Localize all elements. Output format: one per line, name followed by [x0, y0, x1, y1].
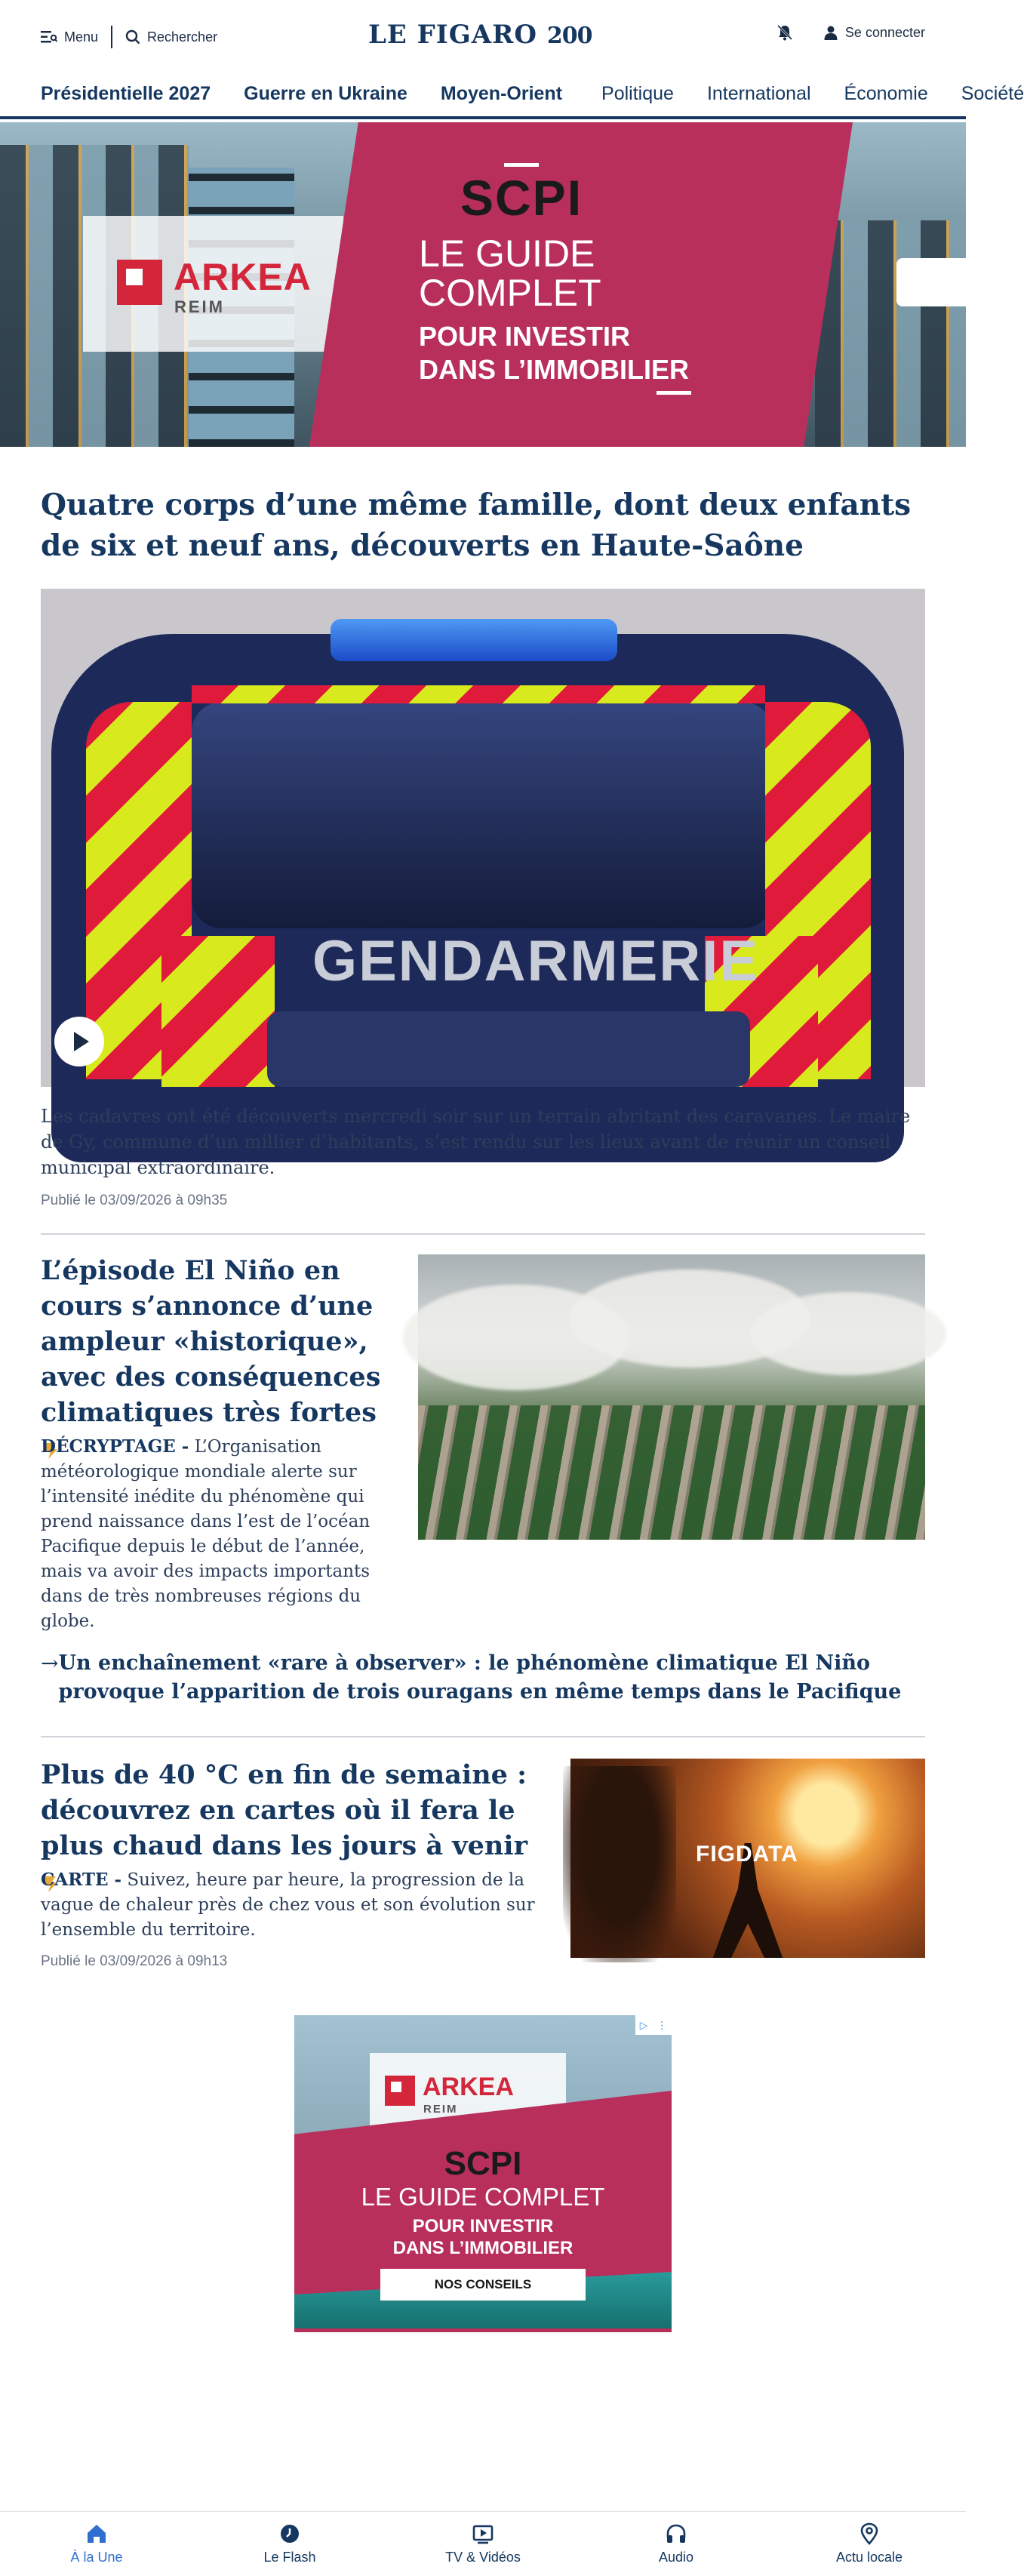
article-image[interactable] — [418, 1254, 925, 1540]
adchoices-icon[interactable] — [635, 2015, 672, 2035]
top-bar-left — [41, 26, 217, 48]
car-bumper — [267, 1011, 750, 1087]
article-title[interactable]: Quatre corps d’une même famille, dont deux enfants de six et neuf ans, découverts en Haute-Saône — [41, 488, 912, 563]
tab-actu-locale[interactable] — [773, 2512, 966, 2576]
arkea-logo-icon — [385, 2076, 415, 2106]
separator — [111, 26, 112, 48]
ad-line: DANS L’IMMOBILIER — [392, 2238, 574, 2258]
tab-le-flash[interactable] — [193, 2512, 386, 2576]
home-icon — [85, 2522, 108, 2545]
tab-label: Actu locale — [835, 2550, 903, 2565]
tab-label: À la Une — [70, 2550, 123, 2565]
top-bar-right — [776, 24, 925, 41]
article-title-text: Plus de 40 °C en fin de semaine : découvrez en cartes où il fera le plus chaud dans les jours à venir — [41, 1759, 528, 1861]
nav-item-politique[interactable]: Politique — [601, 82, 674, 104]
related-article-link[interactable] — [41, 1649, 925, 1707]
related-article-title: Un enchaînement «rare à observer» : le phénomène climatique El Niño provoque l’apparition de trois ouragans en même temps dans le Pacifique — [58, 1651, 902, 1703]
ad-invest-text — [419, 320, 751, 386]
login-button[interactable] — [823, 25, 925, 41]
ad-headline: SCPI — [460, 170, 583, 226]
logo-text: LE FIGARO — [368, 20, 537, 50]
article-image[interactable] — [570, 1759, 925, 1958]
login-label: Se connecter — [844, 24, 925, 40]
nav-item-societe[interactable]: Société — [961, 82, 1024, 104]
logo-number: 200 — [546, 23, 592, 49]
ad-dash — [504, 163, 539, 167]
article-description — [41, 1867, 561, 1943]
ad-line: DANS L’IMMOBILIER — [419, 354, 689, 385]
menu-label: Menu — [64, 29, 99, 45]
bottom-tab-bar — [0, 2511, 966, 2576]
ad-dash — [657, 391, 691, 395]
article-description — [41, 1434, 401, 1634]
ad-line: POUR INVESTIR — [419, 321, 631, 352]
car-stripe — [192, 685, 765, 703]
info-icon: ⋮ — [657, 2018, 668, 2031]
play-video-button[interactable] — [54, 1017, 104, 1066]
tab-a-la-une[interactable] — [0, 2512, 193, 2576]
ad-brand: ARKEA — [423, 2073, 514, 2101]
article-description-text: Suivez, heure par heure, la progression de la vague de chaleur près de chez vous et son évolution sur l’ensemble du territoire. — [41, 1870, 535, 1940]
ad-brand-sub: REIM — [423, 2103, 458, 2116]
nav-item-moyen-orient[interactable]: Moyen-Orient — [440, 82, 563, 104]
tab-label: Audio — [658, 2550, 694, 2565]
ad-line: POUR INVESTIR — [412, 2216, 554, 2236]
ad-cta-button[interactable]: NOS CONSEILS — [380, 2269, 586, 2301]
ad-brand: ARKEA — [174, 256, 312, 298]
nav-item-ukraine[interactable]: Guerre en Ukraine — [244, 82, 407, 104]
ad-line: COMPLET — [419, 272, 601, 314]
ad-brand-box — [83, 216, 343, 352]
section-nav — [0, 71, 1024, 119]
siren-light — [331, 619, 617, 661]
arrow-right-icon: → — [41, 1651, 59, 1676]
tab-label: TV & Vidéos — [445, 2550, 521, 2565]
notification-off-icon[interactable] — [776, 24, 793, 41]
search-label: Rechercher — [147, 29, 218, 45]
nav-item-economie[interactable]: Économie — [844, 82, 928, 104]
square-ad[interactable] — [294, 2015, 672, 2328]
article-kicker: DÉCRYPTAGE - — [41, 1436, 189, 1457]
search-icon — [125, 29, 140, 45]
tab-tv-videos[interactable] — [386, 2512, 580, 2576]
car-stripe — [161, 936, 275, 1087]
figdata-label: FIGDATA — [696, 1842, 798, 1867]
publish-date: Publié le 03/09/2026 à 09h13 — [41, 1953, 228, 1969]
search-button[interactable] — [125, 29, 217, 45]
video-icon — [472, 2522, 494, 2545]
menu-button[interactable] — [41, 29, 98, 45]
arkea-logo-icon — [117, 260, 162, 305]
building-photo — [815, 220, 966, 447]
site-logo[interactable] — [368, 20, 592, 50]
article-video-image[interactable] — [41, 589, 925, 1087]
tab-audio[interactable] — [580, 2512, 773, 2576]
divider — [41, 1233, 925, 1235]
top-bar — [0, 0, 966, 71]
divider — [41, 1736, 925, 1737]
nav-item-presidentielle[interactable]: Présidentielle 2027 — [41, 82, 211, 104]
tab-label: Le Flash — [263, 2550, 316, 2565]
ad-guide-text — [419, 234, 690, 312]
ad-brand-sub: REIM — [174, 297, 225, 316]
headphones-icon — [665, 2522, 687, 2545]
ad-headline: SCPI — [444, 2145, 522, 2182]
publish-date: Publié le 03/09/2026 à 09h35 — [41, 1193, 228, 1208]
location-pin-icon — [858, 2522, 881, 2545]
ad-side-tab[interactable] — [896, 258, 966, 306]
tree-silhouette — [563, 1766, 676, 1962]
user-icon — [823, 25, 838, 40]
play-triangle-icon: ▷ — [639, 2018, 648, 2031]
car-window — [192, 702, 773, 928]
article-description-text: L’Organisation météorologique mondiale alerte sur l’intensité inédite du phénomène qui prend naissance dans l’est de l’océan Pacifique depuis le début de l’année, mais va avoir des impacts importants dans de très nombreuses régions du globe. — [41, 1437, 371, 1631]
nav-item-international[interactable]: International — [706, 82, 811, 104]
houses-photo — [418, 1405, 925, 1540]
smoke-cloud — [750, 1292, 946, 1375]
ad-line: LE GUIDE COMPLET — [361, 2183, 605, 2211]
menu-icon — [41, 30, 57, 44]
clock-icon — [278, 2522, 301, 2545]
ad-invest-text — [294, 2215, 672, 2259]
article-title-text: L’épisode El Niño en cours s’annonce d’une ampleur «historique», avec des conséquences climatiques très fortes — [41, 1255, 381, 1428]
banner-ad[interactable] — [0, 122, 966, 447]
article-description: Les cadavres ont été découverts mercredi soir sur un terrain abritant des caravanes. Le maire de Gy, commune d’un millier d’habitants, s’est rendu sur les lieux avant de réunir un conseil municipal extraordinaire. — [41, 1106, 911, 1178]
ad-line: LE GUIDE — [419, 232, 595, 275]
gendarmerie-text: GENDARMERIE — [312, 929, 760, 993]
article-kicker: CARTE - — [41, 1870, 122, 1890]
